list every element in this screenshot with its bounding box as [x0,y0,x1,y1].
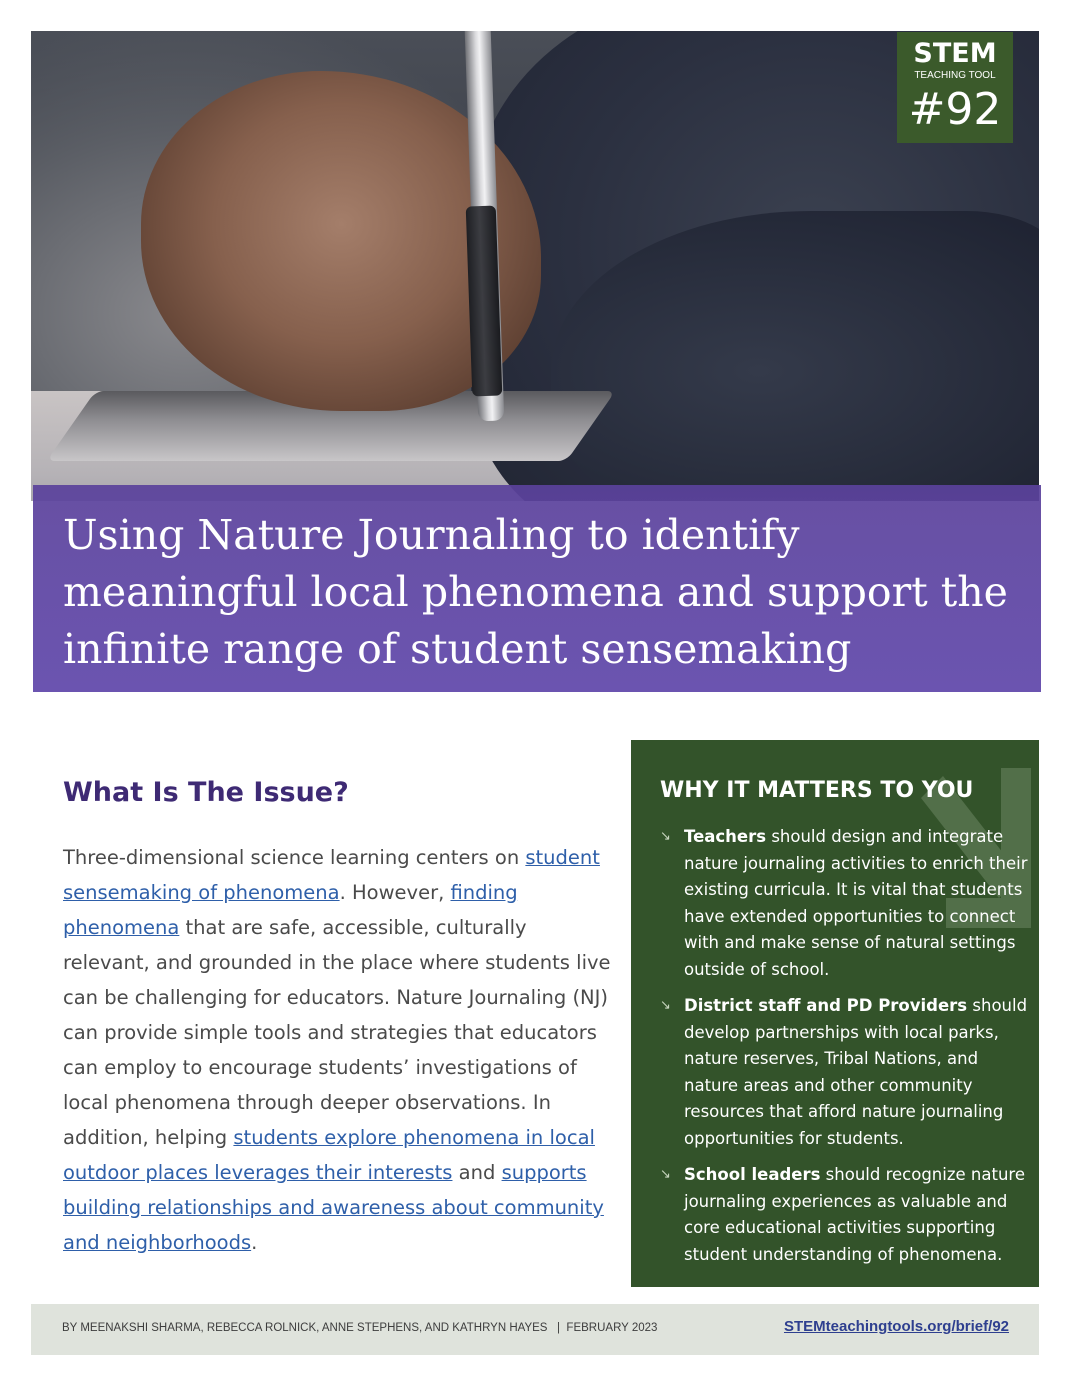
hero-photo [31,31,1039,501]
why-item-school-leaders [660,1162,1035,1268]
badge-teaching-tool-label: TEACHING TOOL [914,70,996,81]
link-finding-phenomena[interactable]: finding phenomena [63,881,518,939]
page-title: Using Nature Journaling to identify meaningful local phenomena and support the infinite range of student sensemaking [63,511,1008,673]
why-item-teachers [660,824,1035,983]
why-item-district-staff [660,993,1035,1152]
stem-badge [897,32,1013,143]
issue-heading: What Is The Issue? [63,777,349,808]
issue-text-3: that are safe, accessible, culturally relevant, and grounded in the place where students live can be challenging for educators. Nature Journaling (NJ) can provide simple tools and strategies that educators can employ to encourage students’ investigations of local phenomena through deeper observations. In addition, helping [63,916,611,1149]
author-credits: BY MEENAKSHI SHARMA, REBECCA ROLNICK, ANNE STEPHENS, AND KATHRYN HAYES | FEBRUARY 2023 [62,1322,658,1334]
why-item-text: should recognize nature journaling experiences as valuable and core educational activities supporting student understanding of phenomena. [684,1165,1025,1264]
issue-body [63,840,619,1260]
badge-stem-label: STEM [913,38,997,69]
arrow-bullet-icon: ↘ [660,998,671,1013]
badge-number: #92 [908,84,1002,135]
why-item-role: District staff and PD Providers [684,996,968,1015]
link-supports-relationships[interactable]: supports building relationships and awareness about community and neighborhoods [63,1161,604,1254]
title-band [33,485,1041,692]
arrow-bullet-icon: ↘ [660,1167,671,1182]
why-item-text: should design and integrate nature journaling activities to enrich their existing curricula. It is vital that students have extended opportunities to connect with and make sense of natural settings outside of school. [684,827,1028,979]
arrow-bullet-icon: ↘ [660,829,671,844]
why-item-role: Teachers [684,827,767,846]
issue-text-2: . However, [339,881,451,904]
why-list [660,824,1035,1278]
why-item-role: School leaders [684,1165,821,1184]
why-item-text: should develop partnerships with local parks, nature reserves, Tribal Nations, and nature areas and other community resources that afford nature journaling opportunities for students. [684,996,1028,1148]
issue-text-5: . [251,1231,258,1254]
link-explore-local-outdoor[interactable]: students explore phenomena in local outdoor places leverages their interests [63,1126,595,1184]
why-it-matters-box [631,740,1039,1287]
brief-url-link[interactable]: STEMteachingtools.org/brief/92 [783,1318,1009,1335]
issue-text-1: Three-dimensional science learning centers on [63,846,526,869]
footer-bar [31,1304,1039,1355]
issue-text-4: and [452,1161,502,1184]
link-student-sensemaking[interactable]: student sensemaking of phenomena [63,846,600,904]
why-heading: WHY IT MATTERS TO YOU [660,778,974,803]
